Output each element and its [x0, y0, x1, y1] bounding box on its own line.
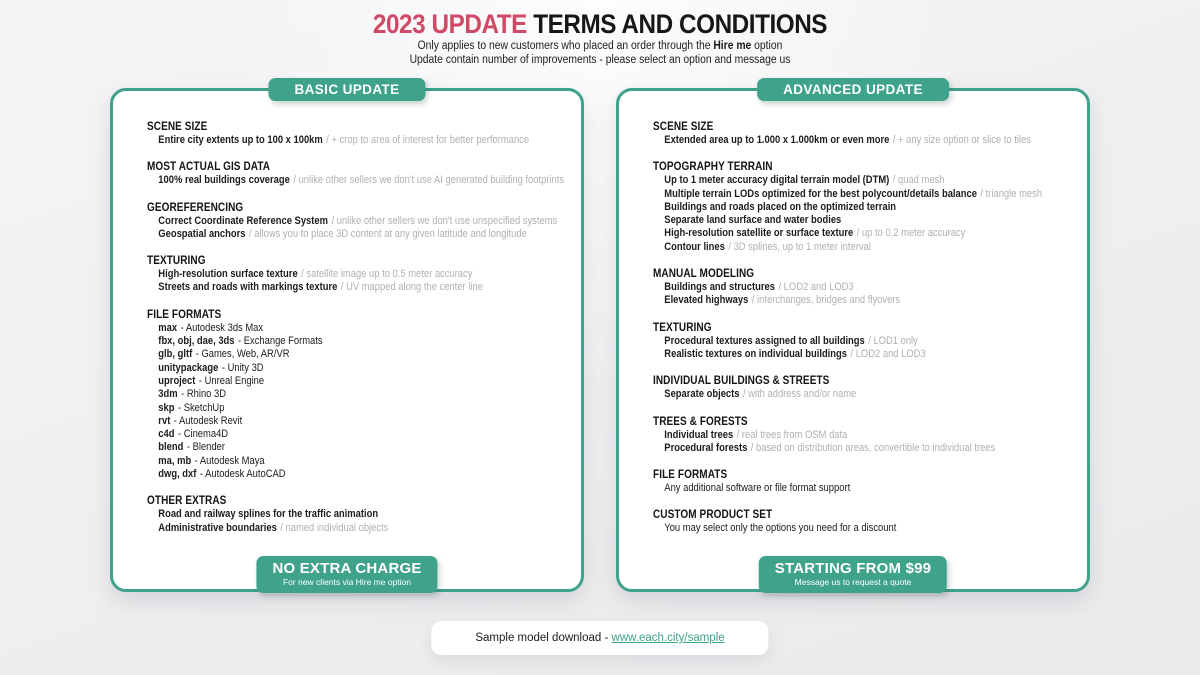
page-header — [60, 10, 1140, 67]
section-title: OTHER EXTRAS — [147, 495, 227, 508]
feature-main: 3dm — [158, 388, 178, 401]
feature-item — [147, 468, 581, 481]
section — [653, 121, 1087, 147]
feature-main: High-resolution satellite or surface texture — [664, 227, 854, 240]
feature-item — [147, 522, 581, 535]
feature-detail: - Autodesk Maya — [194, 454, 265, 467]
feature-note: / LOD1 only — [868, 334, 918, 347]
section-title: SCENE SIZE — [147, 121, 208, 133]
feature-detail: - Games, Web, AR/VR — [195, 348, 290, 361]
feature-detail: - Exchange Formats — [237, 335, 323, 348]
feature-item — [653, 429, 1087, 442]
feature-main: Separate land surface and water bodies — [664, 214, 842, 227]
feature-note: / satellite image up to 0.5 meter accuracy — [301, 268, 473, 281]
section-title: MANUAL MODELING — [653, 268, 755, 281]
starting-price-badge — [759, 556, 947, 593]
feature-main: Streets and roads with markings texture — [158, 281, 338, 294]
feature-item — [653, 227, 1087, 240]
feature-item — [147, 441, 581, 454]
feature-main: Up to 1 meter accuracy digital terrain model (DTM) — [664, 174, 890, 187]
feature-detail: - SketchUp — [177, 401, 225, 414]
feature-note: / UV mapped along the center line — [340, 281, 483, 294]
section-title: INDIVIDUAL BUILDINGS & STREETS — [653, 375, 830, 388]
feature-main: blend — [158, 441, 184, 454]
feature-main: Buildings and structures — [664, 281, 775, 294]
subtitle1-bold: Hire me — [713, 40, 752, 52]
feature-main: Elevated highways — [664, 294, 749, 307]
footer-badge-title: STARTING FROM $99 — [774, 560, 932, 577]
no-extra-charge-badge — [256, 556, 437, 593]
feature-main: Geospatial anchors — [158, 227, 246, 240]
page-title — [60, 10, 1140, 39]
feature-main: Individual trees — [664, 428, 734, 441]
sample-download-label: Sample model download - — [475, 632, 612, 644]
footer-badge-note: For new clients via Hire me option — [282, 577, 412, 587]
feature-item — [653, 281, 1087, 294]
feature-item — [147, 415, 581, 428]
feature-note: / interchanges, bridges and flyovers — [751, 294, 901, 307]
feature-main: Separate objects — [664, 388, 740, 401]
feature-item — [653, 522, 1087, 535]
feature-detail: - Autodesk 3ds Max — [180, 321, 264, 334]
feature-item — [653, 482, 1087, 495]
feature-main: unitypackage — [158, 361, 219, 374]
feature-main: 100% real buildings coverage — [158, 174, 290, 187]
section — [653, 469, 1087, 495]
feature-main: rvt — [158, 414, 171, 427]
feature-note: / named individual objects — [280, 521, 389, 534]
section — [147, 121, 581, 147]
feature-main: ma, mb — [158, 454, 192, 467]
feature-note: / up to 0.2 meter accuracy — [856, 227, 966, 240]
feature-main: Entire city extents up to 100 x 100km — [158, 134, 323, 146]
feature-item — [147, 268, 581, 281]
feature-item — [653, 174, 1087, 187]
feature-note: / based on distribution areas, convertible to individual trees — [750, 441, 996, 454]
feature-note: / real trees from OSM data — [736, 428, 848, 441]
feature-main: You may select only the options you need for a discount — [664, 522, 897, 535]
feature-item — [147, 402, 581, 415]
sample-download-link[interactable]: www.each.city/sample — [611, 632, 725, 644]
section-title: SCENE SIZE — [653, 121, 714, 133]
feature-main: High-resolution surface texture — [158, 268, 298, 281]
section-title: FILE FORMATS — [147, 308, 222, 321]
section — [653, 161, 1087, 254]
basic-update-badge: BASIC UPDATE — [268, 78, 425, 101]
feature-main: c4d — [158, 428, 175, 441]
feature-main: Buildings and roads placed on the optimized terrain — [664, 200, 897, 213]
section-title: CUSTOM PRODUCT SET — [653, 509, 773, 522]
section — [653, 268, 1087, 308]
sample-download-bar — [431, 621, 768, 655]
feature-item — [653, 442, 1087, 455]
section-title: GEOREFERENCING — [147, 201, 244, 214]
feature-item — [147, 322, 581, 335]
feature-main: Road and railway splines for the traffic animation — [158, 508, 379, 521]
feature-item — [147, 375, 581, 388]
feature-note: / triangle mesh — [980, 187, 1043, 200]
feature-item — [653, 294, 1087, 307]
feature-item — [653, 201, 1087, 214]
feature-main: max — [158, 321, 178, 334]
feature-note: / unlike other sellers we don't use unspecified systems — [331, 214, 558, 227]
section-title: TOPOGRAPHY TERRAIN — [653, 161, 773, 174]
feature-item — [147, 281, 581, 294]
section-title: MOST ACTUAL GIS DATA — [147, 161, 271, 174]
section-title: FILE FORMATS — [653, 469, 728, 482]
feature-main: Contour lines — [664, 240, 725, 253]
panel-advanced-update — [616, 82, 1090, 592]
feature-detail: - Rhino 3D — [181, 388, 227, 401]
feature-item — [653, 335, 1087, 348]
feature-item — [147, 508, 581, 521]
feature-main: Correct Coordinate Reference System — [158, 214, 328, 227]
section — [147, 161, 581, 187]
section — [653, 375, 1087, 401]
feature-main: skp — [158, 401, 175, 414]
feature-item — [653, 134, 1087, 147]
title-rest: TERMS AND CONDITIONS — [533, 9, 828, 39]
feature-item — [653, 188, 1087, 201]
section — [653, 416, 1087, 456]
title-accent: 2023 UPDATE — [372, 9, 527, 39]
footer-badge-note: Message us to request a quote — [794, 577, 912, 587]
panel-basic-update — [110, 82, 584, 592]
feature-detail: - Unity 3D — [221, 361, 264, 374]
section — [147, 255, 581, 295]
feature-note: / allows you to place 3D content at any given latitude and longitude — [248, 227, 527, 240]
feature-item — [653, 241, 1087, 254]
feature-item — [653, 348, 1087, 361]
basic-update-body — [147, 121, 581, 549]
feature-note: / LOD2 and LOD3 — [778, 281, 854, 294]
feature-main: dwg, dxf — [158, 468, 197, 481]
feature-item — [147, 455, 581, 468]
subtitle-line2: Update contain number of improvements - please select an option and message us — [409, 54, 791, 66]
advanced-update-body — [653, 121, 1087, 550]
feature-main: Any additional software or file format support — [664, 482, 851, 495]
feature-detail: - Cinema4D — [177, 428, 229, 441]
section — [653, 322, 1087, 362]
feature-item — [147, 388, 581, 401]
feature-main: Procedural forests — [664, 441, 748, 454]
feature-note: / + any size option or slice to tiles — [892, 134, 1031, 146]
section-title: TREES & FORESTS — [653, 415, 748, 428]
feature-main: Procedural textures assigned to all buildings — [664, 334, 865, 347]
feature-item — [147, 362, 581, 375]
section — [147, 202, 581, 242]
feature-note: / 3D splines, up to 1 meter interval — [728, 240, 871, 253]
feature-detail: - Blender — [186, 441, 225, 454]
feature-detail: - Autodesk Revit — [173, 414, 243, 427]
feature-item — [653, 214, 1087, 227]
feature-note: / unlike other sellers we don't use AI generated building footprints — [293, 174, 565, 187]
feature-note: / LOD2 and LOD3 — [850, 347, 926, 360]
feature-main: glb, gltf — [158, 348, 193, 361]
feature-item — [147, 335, 581, 348]
feature-note: / quad mesh — [892, 174, 945, 187]
feature-main: Realistic textures on individual buildings — [664, 347, 847, 360]
section — [653, 509, 1087, 535]
footer-badge-title: NO EXTRA CHARGE — [272, 560, 422, 577]
feature-main: Extended area up to 1.000 x 1.000km or even more — [664, 134, 890, 146]
subtitle1-pre: Only applies to new customers who placed an order through the — [417, 40, 714, 52]
feature-detail: - Autodesk AutoCAD — [199, 468, 286, 481]
feature-item — [147, 228, 581, 241]
feature-main: uproject — [158, 374, 196, 387]
feature-note: / + crop to area of interest for better performance — [326, 134, 530, 146]
feature-detail: - Unreal Engine — [198, 374, 265, 387]
feature-item — [147, 174, 581, 187]
feature-item — [147, 428, 581, 441]
advanced-update-badge: ADVANCED UPDATE — [757, 78, 949, 101]
section-title: TEXTURING — [147, 255, 206, 268]
feature-main: fbx, obj, dae, 3ds — [158, 335, 235, 348]
feature-item — [147, 134, 581, 147]
section — [147, 309, 581, 482]
feature-item — [147, 215, 581, 228]
feature-main: Administrative boundaries — [158, 521, 277, 534]
feature-note: / with address and/or name — [742, 388, 857, 401]
subtitle1-post: option — [751, 40, 783, 52]
section — [147, 495, 581, 535]
feature-main: Multiple terrain LODs optimized for the best polycount/details balance — [664, 187, 977, 200]
feature-item — [653, 388, 1087, 401]
feature-item — [147, 348, 581, 361]
section-title: TEXTURING — [653, 321, 712, 334]
subtitle-line1 — [60, 40, 1140, 53]
